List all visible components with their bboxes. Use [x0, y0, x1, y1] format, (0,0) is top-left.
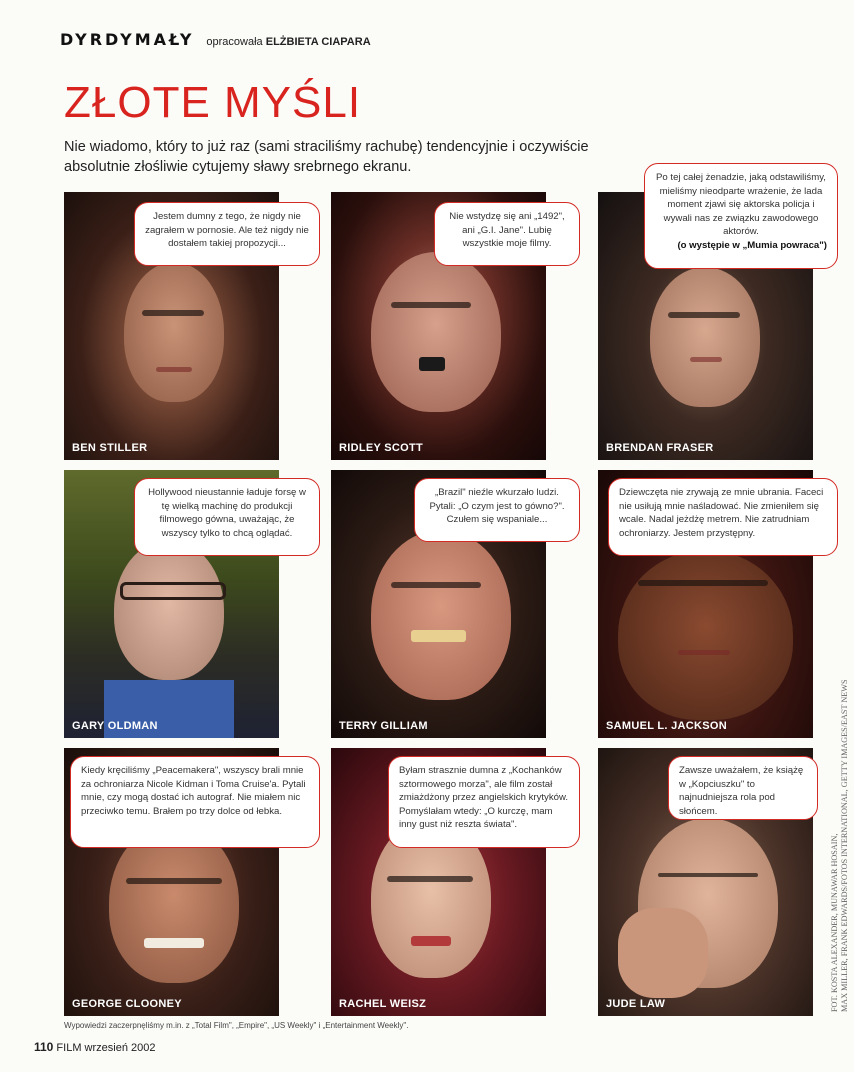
- quote-bubble-gary-oldman: [134, 478, 320, 556]
- quote-bubble-ben-stiller: [134, 202, 320, 266]
- quote-bubble-ridley-scott: [434, 202, 580, 266]
- quote-text: Byłam strasznie dumna z „Kochanków sztormowego morza", ale film został zmiażdżony przez angielskich krytyków. Pomyślałam wtedy: „O kurczę, mam inny gust niż reszta świata".: [399, 765, 569, 830]
- portrait-face: [371, 252, 501, 412]
- portrait-face: [650, 267, 760, 407]
- portrait-eyes: [387, 876, 473, 882]
- portrait-mouth: [678, 650, 730, 655]
- quote-bubble-jude-law: [668, 756, 818, 820]
- actor-name: TERRY GILLIAM: [339, 720, 428, 732]
- actor-name: RIDLEY SCOTT: [339, 442, 424, 454]
- portrait-eyes: [142, 310, 204, 316]
- actor-name: GARY OLDMAN: [72, 720, 158, 732]
- portrait-eyes: [668, 312, 740, 318]
- quote-text: Jestem dumny z tego, że nigdy nie zagrałem w pornosie. Ale też nigdy nie dostałem takiej propozycji...: [145, 211, 309, 249]
- photo-credits-line-2: MAX MILLER, FRANK EDWARDS/FOTOS INTERNATIONAL, GETTY IMAGES/EAST NEWS: [840, 679, 849, 1012]
- quote-context: (o występie w „Mumia powraca"): [677, 239, 827, 251]
- portrait-mouth: [156, 367, 192, 372]
- quote-text: Po tej całej żenadzie, jaką odstawiliśmy, mieliśmy nieodparte wrażenie, że lada moment zjawi się aktorska policja i wywali nas ze związku zawodowego aktorów.: [656, 172, 826, 237]
- portrait-face: [124, 262, 224, 402]
- intro-text: Nie wiadomo, który to już raz (sami straciliśmy rachubę) tendencyjnie i oczywiście absolutnie złośliwie cytujemy sławy srebrnego ekranu.: [64, 139, 589, 175]
- photo-credits-line-1: FOT. KOSTA ALEXANDER, MUNAWAR HOSAIN,: [830, 833, 839, 1012]
- byline-prefix: opracowała: [206, 36, 263, 48]
- hand: [618, 908, 708, 998]
- portrait-eyes: [120, 582, 226, 600]
- actor-name: GEORGE CLOONEY: [72, 998, 182, 1010]
- quote-text: Kiedy kręciliśmy „Peacemakera", wszyscy brali mnie za ochroniarza Nicole Kidman i Toma Cruise'a. Pytali mnie, czy mogą dostać ich autograf. Nie miałem nic przeciwko temu. Brałem po trzy dolce od łebka.: [81, 765, 306, 817]
- quote-text: Dziewczęta nie zrywają ze mnie ubrania. Faceci nie usiłują mnie naśladować. Nie zmieniłem się wcale. Nadal jeżdżę metrem. Nie zatrudniam ochroniarzy. Jestem przystępny.: [619, 487, 824, 539]
- quote-bubble-brendan-fraser: [644, 163, 838, 269]
- portrait-eyes: [391, 582, 481, 588]
- actor-name: BRENDAN FRASER: [606, 442, 714, 454]
- actor-name: SAMUEL L. JACKSON: [606, 720, 728, 732]
- actor-name: BEN STILLER: [72, 442, 148, 454]
- quote-text: Nie wstydzę się ani „1492", ani „G.I. Jane". Lubię wszystkie moje filmy.: [449, 211, 565, 249]
- quote-bubble-george-clooney: [70, 756, 320, 848]
- portrait-face: [618, 550, 793, 720]
- actor-name: RACHEL WEISZ: [339, 998, 427, 1010]
- magazine-name: FILM: [56, 1042, 82, 1054]
- actor-name: JUDE LAW: [606, 998, 666, 1010]
- page-header: [60, 30, 371, 49]
- quote-text: „Brazil" nieźle wkurzało ludzi. Pytali: „O czym jest to gówno?". Czułem się wspaniale...: [429, 487, 565, 525]
- section-label: DYRDYMAŁY: [60, 30, 195, 49]
- portrait-mouth: [411, 936, 451, 946]
- quote-bubble-terry-gilliam: [414, 478, 580, 542]
- page-number: 110: [34, 1040, 54, 1054]
- portrait-mouth: [419, 357, 445, 371]
- quote-text: Zawsze uważałem, że książę w „Kopciuszku" to najnudniejsza rola pod słońcem.: [679, 765, 804, 817]
- page-footer: [34, 1040, 155, 1054]
- issue-date: wrzesień 2002: [84, 1042, 156, 1054]
- portrait-face: [114, 540, 224, 680]
- portrait-mouth: [411, 630, 466, 642]
- portrait-eyes: [391, 302, 471, 308]
- portrait-face: [371, 530, 511, 700]
- portrait-mouth: [690, 357, 722, 362]
- portrait-eyes: [658, 873, 758, 877]
- byline-author: ELŻBIETA CIAPARA: [265, 36, 371, 48]
- sources-note: Wypowiedzi zaczerpnęliśmy m.in. z „Total Film", „Empire", „US Weekly" i „Entertainment Weekly".: [64, 1021, 409, 1030]
- page-title: ZŁOTE MYŚLI: [64, 78, 362, 127]
- quote-bubble-rachel-weisz: [388, 756, 580, 848]
- byline: [206, 36, 370, 48]
- portrait-mouth: [144, 938, 204, 948]
- portrait-eyes: [126, 878, 222, 884]
- quote-bubble-samuel-l-jackson: [608, 478, 838, 556]
- portrait-eyes: [638, 580, 768, 586]
- quote-text: Hollywood nieustannie ładuje forsę w tę wielką machinę do produkcji filmowego gówna, uważając, że wszyscy tylko to chcą oglądać.: [148, 487, 306, 539]
